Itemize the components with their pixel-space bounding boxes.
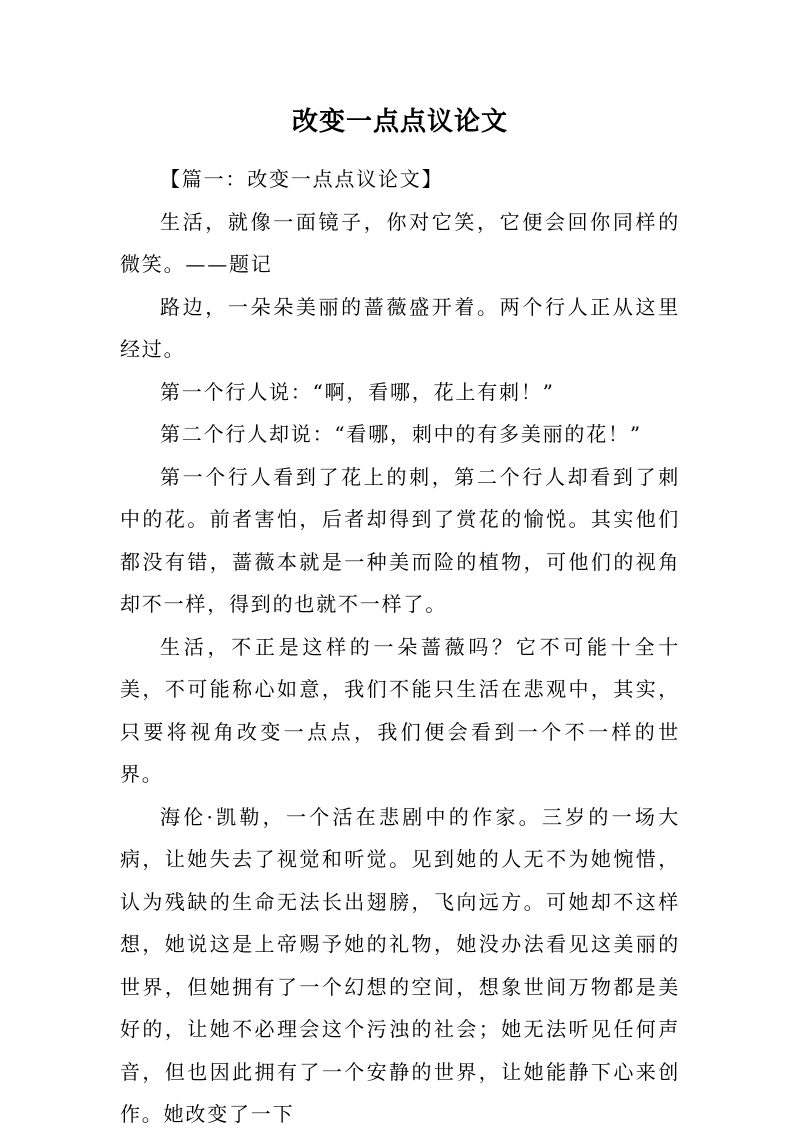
paragraph: 第一个行人说：“啊，看哪，花上有刺！” (160, 379, 555, 404)
paragraph: 生活，不正是这样的一朵蔷薇吗？它不可能十全十美，不可能称心如意，我们不能只生活在悲观中，其实，只要将视角改变一点点，我们便会看到一个不一样的世界。 (120, 634, 680, 786)
document-title: 改变一点点议论文 (291, 107, 508, 137)
paragraph-epigraph: 生活，就像一面镜子，你对它笑，它便会回你同样的微笑。——题记 (120, 209, 680, 276)
paragraph-heading: 【篇一：改变一点点议论文】 (160, 167, 444, 191)
paragraph: 第二个行人却说：“看哪，刺中的有多美丽的花！” (160, 422, 642, 446)
paragraph: 海伦·凯勒，一个活在悲剧中的作家。三岁的一场大病，让她失去了视觉和听觉。见到她的人无不为她惋惜，认为残缺的生命无法长出翅膀，飞向远方。可她却不这样想，她说这是上帝赐予她的礼物，她没办法看见这美丽的世界，但她拥有了一个幻想的空间，想象世间万物都是美好的，让她不必理会这个污浊的社会；她无法听见任何声音，但也因此拥有了一个安静的世界，让她能静下心来创作。她改变了一下 (120, 804, 680, 1126)
document-body (120, 158, 680, 1136)
paragraph: 第一个行人看到了花上的刺，第二个行人却看到了刺中的花。前者害怕，后者却得到了赏花的愉悦。其实他们都没有错，蔷薇本就是一种美而险的植物，可他们的视角却不一样，得到的也就不一样了。 (120, 464, 680, 616)
document-page (120, 0, 680, 1136)
paragraph: 路边，一朵朵美丽的蔷薇盛开着。两个行人正从这里经过。 (120, 294, 680, 361)
